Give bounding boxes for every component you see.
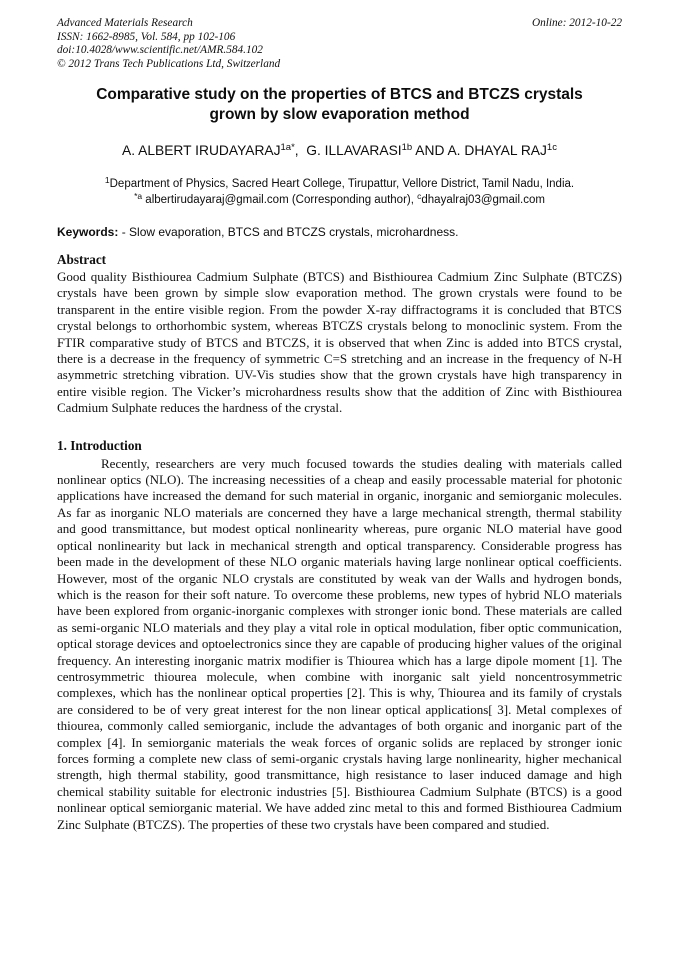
journal-header-left (57, 17, 280, 71)
journal-copyright: © 2012 Trans Tech Publications Ltd, Switzerland (57, 57, 281, 70)
journal-header (57, 17, 622, 71)
email-corresponding: albertirudayaraj@gmail.com (Corresponding author), (142, 194, 418, 206)
abstract-heading: Abstract (57, 252, 107, 267)
introduction-paragraph: Recently, researchers are very much focused towards the studies dealing with materials called nonlinear optics (NLO). The increasing necessities of a cheap and easily processable material for photonic applications have increased the demand for such material in organic, inorganic and semiorganic molecules. As far as inorganic NLO materials are concerned they have a large mechanical strength, thermal stability and good transmittance, but modest optical nonlinearity whereas, pure organic NLO material have good optical nonlinearity but lack in mechanical strength and optical transparency. Considerable progress has been made in the development of these NLO organic materials having large nonlinear optical coefficients. However, most of the organic NLO crystals are constituted by weak van der Walls and hydrogen bonds, which is the reason for their soft nature. To overcome these problems, new types of hybrid NLO materials have been explored from organic-inorganic complexes with stronger ionic bond. These materials are called as semi-organic NLO materials and they play a vital role in optical modulation, fiber optic communication, optical storage devices and optoelectronics since they are capable of producing higher values of the original frequency. An interesting inorganic matrix modifier is Thiourea which has a large dipole moment [1]. The centrosymmetric thiourea molecule, when combine with inorganic salt yield noncentrosymmetric complexes, which has the nonlinear optical properties [2]. This is why, Thiourea and its family of crystals are considered to be of very great interest for the non linear optical applications[ 3]. Metal complexes of thiourea, commonly called semiorganic, include the advantages of both organic and inorganic part of the complex [4]. In semiorganic materials the weak forces of organic solids are replaced by stronger ionic forces forming a complete new class of semi-organic crystals having large nonlinearity, higher mechanical strength, high thermal stability, good transmittance, high resistance to laser induced damage and high chemical stability suitable for electronic industries [5]. Bisthiourea Cadmium Sulphate (BTCS) is a good nonlinear optical semiorganic material. We have added zinc metal to this and formed Bisthiourea Cadmium Zinc Sulphate (BTCZS). The properties of these two crystals have been compared and studied. (57, 455, 622, 832)
journal-doi: doi:10.4028/www.scientific.net/AMR.584.102 (57, 44, 263, 56)
authors-line (57, 142, 622, 160)
email-secondary: dhayalraj03@gmail.com (421, 194, 545, 206)
author-name: A. ALBERT IRUDAYARAJ (122, 143, 281, 158)
introduction-heading: 1. Introduction (57, 437, 142, 453)
author-affiliation-mark: 1b (401, 142, 413, 153)
contact-line (57, 192, 622, 208)
paper-title-line-1: Comparative study on the properties of BTCS and BTCZS crystals (96, 86, 583, 103)
online-date: Online: 2012-10-22 (531, 17, 622, 29)
affiliation-text: Department of Physics, Sacred Heart College, Tirupattur, Vellore District, Tamil Nadu, India. (109, 178, 575, 190)
email-affiliation-mark: c (417, 191, 422, 201)
author-separator: AND (412, 143, 448, 158)
journal-issn-volume: ISSN: 1662-8985, Vol. 584, pp 102-106 (57, 30, 236, 43)
author-name: A. DHAYAL RAJ (447, 143, 547, 158)
keywords-text: - Slow evaporation, BTCS and BTCZS crystals, microhardness. (118, 225, 459, 239)
affiliation-block (57, 176, 622, 208)
author-affiliation-mark: 1c (546, 142, 557, 153)
paper-title-line-2: grown by slow evaporation method (209, 106, 470, 123)
abstract-paragraph: Good quality Bisthiourea Cadmium Sulphate (BTCS) and Bisthiourea Cadmium Zinc Sulphate (BTCZS) crystals have been grown by simple slow evaporation method. The grown crystals were found to be transparent in the entire visible region. From the powder X-ray diffractograms it is concluded that BTCS crystal belongs to orthorhombic system, whereas BTCZS crystals belong to monoclinic system. From the FTIR comparative study of BTCS and BTCZS, it is observed that when Zinc is added into BTCS crystal, there is a decrease in the frequency of symmetric C=S stretching and an increase in the frequency of N-H asymmetric stretching vibration. UV-Vis studies show that the grown crystals have high transparency in entire visible region. The Vicker’s microhardness results show that the addition of Zinc with Bisthiourea Cadmium Sulphate reduces the hardness of the crystal. (57, 269, 622, 416)
keywords-label: Keywords: (57, 225, 119, 239)
corresponding-author-mark: *a (134, 191, 143, 201)
author-separator: , (294, 143, 307, 158)
affiliation-line (57, 176, 622, 192)
journal-name: Advanced Materials Research (57, 17, 193, 29)
keywords-line (57, 225, 622, 240)
affiliation-number: 1 (104, 175, 110, 185)
author-name: G. ILLAVARASI (306, 143, 402, 158)
paper-title (57, 85, 622, 125)
author-affiliation-mark: 1a* (280, 142, 295, 153)
